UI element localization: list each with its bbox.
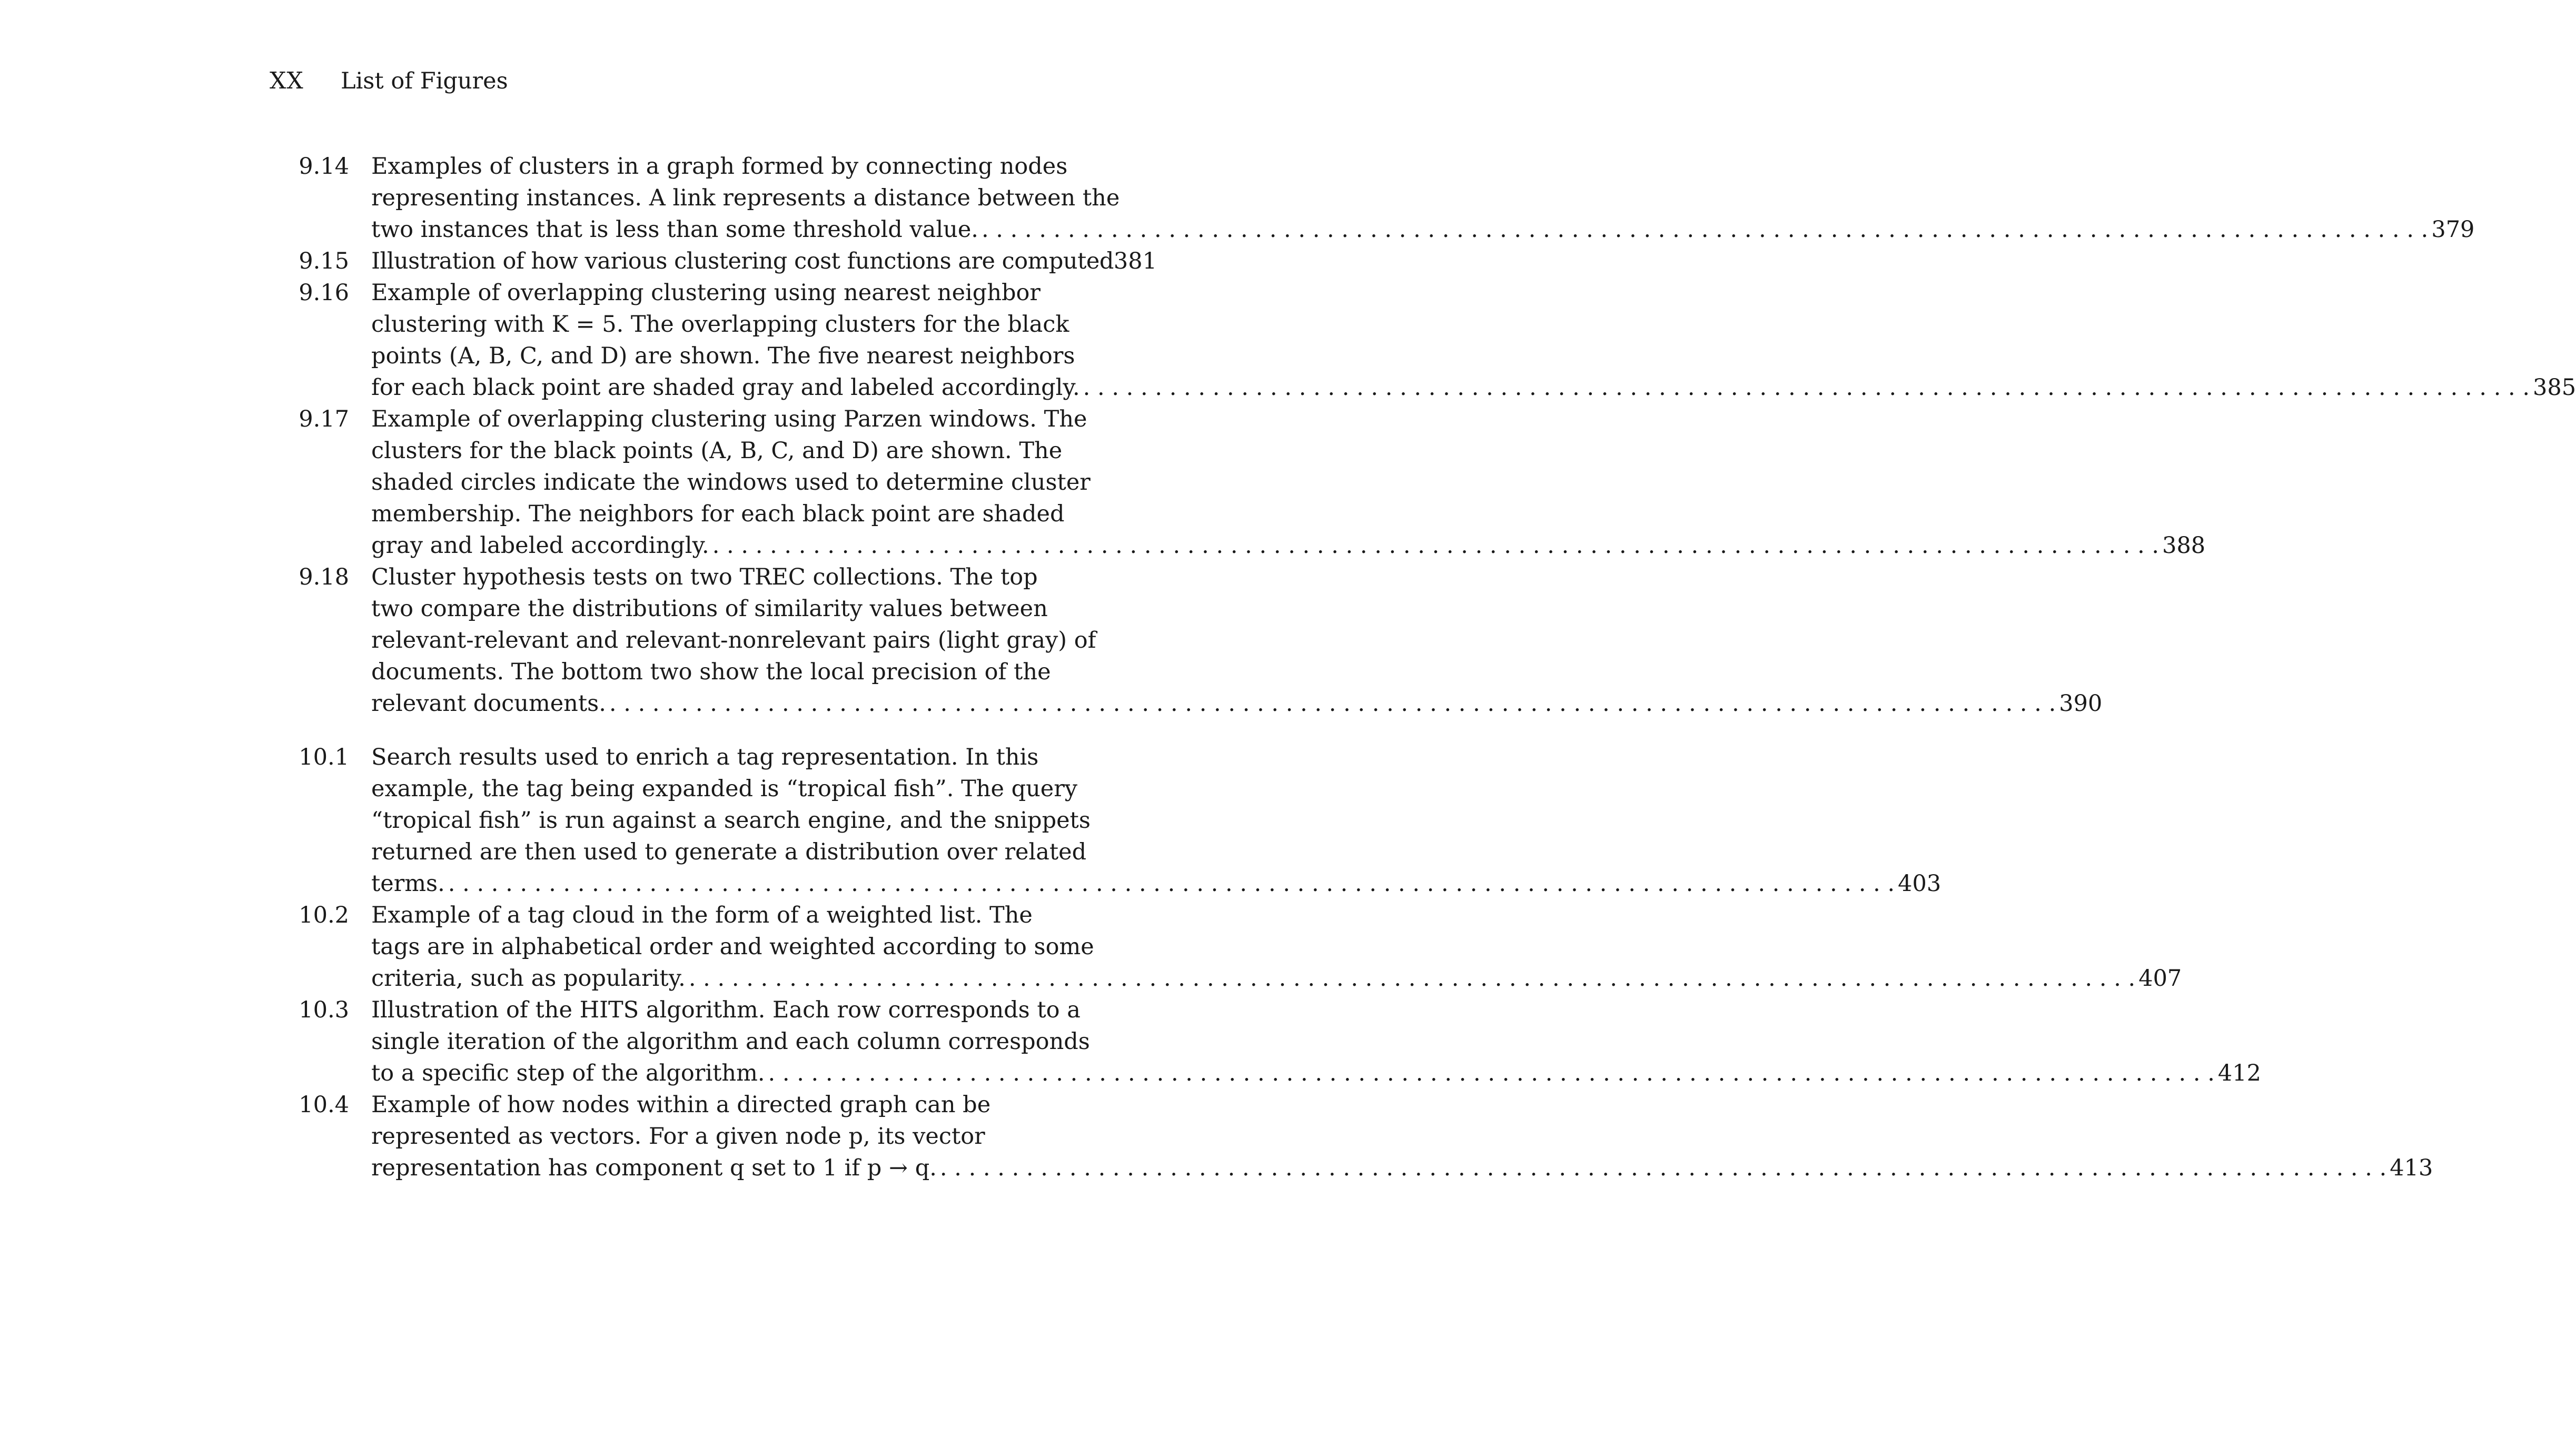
caption-line [371, 688, 2101, 719]
page-reference[interactable]: 381 [1113, 248, 1157, 274]
caption-line: Cluster hypothesis tests on two TREC collections. The top [371, 564, 1038, 590]
caption-line-text: to a specific step of the algorithm. [371, 1060, 765, 1086]
caption-line [371, 245, 1156, 277]
caption-line: Illustration of the HITS algorithm. Each row corresponds to a [371, 997, 1081, 1023]
page-reference[interactable]: 413 [2390, 1155, 2433, 1181]
dot-leader [609, 688, 2056, 719]
page-reference[interactable]: 407 [2138, 965, 2182, 992]
figure-group [284, 741, 2433, 1184]
caption-line: representing instances. A link represents a distance between the [371, 185, 1120, 211]
caption-line-text: criteria, such as popularity. [371, 965, 686, 992]
caption-line: relevant-relevant and relevant-nonrelevant pairs (light gray) of [371, 627, 1096, 654]
page-reference[interactable]: 403 [1898, 870, 1941, 897]
page-reference[interactable]: 388 [2162, 532, 2206, 559]
running-title: List of Figures [341, 68, 508, 94]
caption-line: Search results used to enrich a tag representation. In this [371, 744, 1039, 770]
caption-line-text: terms. [371, 870, 445, 897]
caption-line-text: for each black point are shaded gray and labeled accordingly. [371, 374, 1080, 401]
figure-caption [371, 277, 2575, 403]
page-number: XX [270, 67, 304, 94]
figure-entry[interactable] [284, 245, 1157, 277]
dot-leader [689, 963, 2135, 994]
figure-number: 9.18 [299, 564, 349, 590]
caption-line-text: relevant documents. [371, 690, 606, 717]
figure-number: 10.4 [299, 1092, 349, 1118]
figure-caption [371, 403, 2204, 561]
caption-line: documents. The bottom two show the local precision of the [371, 659, 1051, 685]
caption-line [371, 372, 2575, 403]
caption-line: tags are in alphabetical order and weighted according to some [371, 934, 1094, 960]
figure-entry[interactable] [284, 561, 2103, 719]
page-reference[interactable]: 379 [2431, 216, 2475, 243]
caption-line [371, 214, 2473, 245]
caption-line: example, the tag being expanded is “tropical fish”. The query [371, 776, 1078, 802]
caption-line [371, 1152, 2432, 1184]
caption-line: points (A, B, C, and D) are shown. The five nearest neighbors [371, 343, 1075, 369]
dot-leader [448, 868, 1895, 899]
figure-group [284, 151, 2576, 719]
dot-leader [768, 1057, 2215, 1089]
dot-leader [712, 530, 2159, 561]
figure-number: 9.17 [299, 406, 349, 432]
page-reference[interactable]: 412 [2217, 1060, 2261, 1086]
figure-caption [371, 151, 2473, 245]
caption-line [371, 963, 2181, 994]
figure-caption [371, 245, 1156, 277]
figure-number: 10.1 [299, 744, 349, 770]
figure-number: 10.2 [299, 902, 349, 928]
figure-entry[interactable] [284, 899, 2182, 994]
figure-entry[interactable] [284, 994, 2261, 1089]
figure-caption [371, 899, 2181, 994]
caption-line [371, 530, 2204, 561]
caption-line: Examples of clusters in a graph formed by connecting nodes [371, 153, 1068, 180]
caption-line-text: Illustration of how various clustering cost functions are computed [371, 248, 1114, 274]
caption-line: membership. The neighbors for each black point are shaded [371, 501, 1065, 527]
figure-number: 9.15 [299, 248, 349, 274]
caption-line: clustering with K = 5. The overlapping clusters for the black [371, 311, 1069, 338]
caption-line-text: gray and labeled accordingly. [371, 532, 709, 559]
page-reference[interactable]: 390 [2059, 690, 2103, 717]
page-reference[interactable]: 385 [2533, 374, 2576, 401]
figure-number: 9.16 [299, 280, 349, 306]
caption-line-text: two instances that is less than some threshold value. [371, 216, 978, 243]
caption-line: Example of overlapping clustering using Parzen windows. The [371, 406, 1087, 432]
caption-line: shaded circles indicate the windows used to determine cluster [371, 469, 1091, 496]
figure-caption [371, 561, 2101, 719]
dot-leader [982, 214, 2428, 245]
figure-caption [371, 741, 1940, 899]
figure-number: 9.14 [299, 153, 349, 180]
figure-entry[interactable] [284, 403, 2206, 561]
caption-line: clusters for the black points (A, B, C, and D) are shown. The [371, 438, 1063, 464]
caption-line-text: representation has component q set to 1 if p → q. [371, 1155, 937, 1181]
figure-caption [371, 994, 2260, 1089]
caption-line: “tropical fish” is run against a search engine, and the snippets [371, 807, 1091, 834]
caption-line: Example of overlapping clustering using nearest neighbor [371, 280, 1041, 306]
caption-line: single iteration of the algorithm and each column corresponds [371, 1028, 1090, 1055]
dot-leader [1083, 372, 2530, 403]
caption-line: Example of a tag cloud in the form of a weighted list. The [371, 902, 1033, 928]
caption-line: two compare the distributions of similarity values between [371, 596, 1048, 622]
caption-line: returned are then used to generate a distribution over related [371, 839, 1087, 865]
figure-entry[interactable] [284, 741, 1941, 899]
caption-line: represented as vectors. For a given node p, its vector [371, 1123, 985, 1150]
caption-line [371, 868, 1940, 899]
figure-entry[interactable] [284, 277, 2576, 403]
dot-leader [940, 1152, 2386, 1184]
figure-entry[interactable] [284, 151, 2475, 245]
figure-entry[interactable] [284, 1089, 2433, 1184]
figure-number: 10.3 [299, 997, 349, 1023]
caption-line: Example of how nodes within a directed graph can be [371, 1092, 991, 1118]
caption-line [371, 1057, 2260, 1089]
list-of-figures [284, 151, 2576, 1184]
figure-caption [371, 1089, 2432, 1184]
running-header [270, 67, 508, 94]
